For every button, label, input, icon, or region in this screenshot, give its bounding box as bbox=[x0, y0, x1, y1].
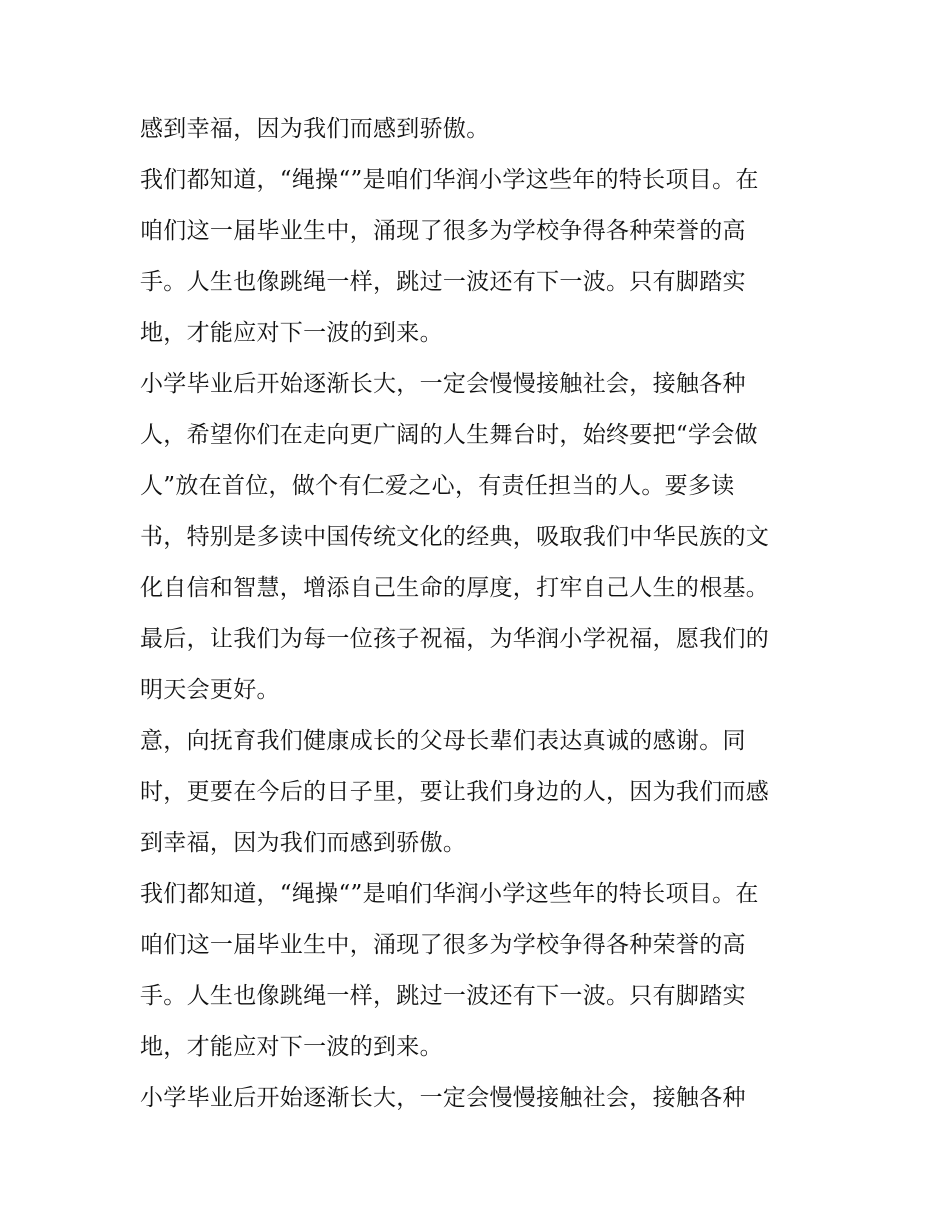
text-line: 化自信和智慧，增添自己生命的厚度，打牢自己人生的根基。 bbox=[140, 575, 770, 601]
text-line: 咱们这一届毕业生中，涌现了很多为学校争得各种荣誉的高 bbox=[140, 218, 746, 244]
text-line: 小学毕业后开始逐渐长大，一定会慢慢接触社会，接触各种 bbox=[140, 1085, 746, 1111]
text-line: 时，更要在今后的日子里，要让我们身边的人，因为我们而感 bbox=[140, 779, 770, 805]
text-line: 书，特别是多读中国传统文化的经典，吸取我们中华民族的文 bbox=[140, 524, 770, 550]
text-line: 地，才能应对下一波的到来。 bbox=[140, 320, 443, 346]
text-line: 小学毕业后开始逐渐长大，一定会慢慢接触社会，接触各种 bbox=[140, 371, 746, 397]
text-line: 手。人生也像跳绳一样，跳过一波还有下一波。只有脚踏实 bbox=[140, 269, 746, 295]
text-line: 意，向抚育我们健康成长的父母长辈们表达真诚的感谢。同 bbox=[140, 728, 746, 754]
text-line: 地，才能应对下一波的到来。 bbox=[140, 1034, 443, 1060]
text-line: 我们都知道，“绳操“”是咱们华润小学这些年的特长项目。在 bbox=[140, 881, 759, 907]
text-line: 最后，让我们为每一位孩子祝福，为华润小学祝福，愿我们的 bbox=[140, 626, 770, 652]
text-line: 到幸福，因为我们而感到骄傲。 bbox=[140, 830, 467, 856]
text-line: 我们都知道，“绳操“”是咱们华润小学这些年的特长项目。在 bbox=[140, 167, 759, 193]
text-line: 明天会更好。 bbox=[140, 677, 280, 703]
text-line: 人”放在首位，做个有仁爱之心，有责任担当的人。要多读 bbox=[140, 473, 735, 499]
text-line: 感到幸福，因为我们而感到骄傲。 bbox=[140, 116, 490, 142]
text-line: 咱们这一届毕业生中，涌现了很多为学校争得各种荣誉的高 bbox=[140, 932, 746, 958]
text-line: 手。人生也像跳绳一样，跳过一波还有下一波。只有脚踏实 bbox=[140, 983, 746, 1009]
text-line: 人，希望你们在走向更广阔的人生舞台时，始终要把“学会做 bbox=[140, 422, 758, 448]
